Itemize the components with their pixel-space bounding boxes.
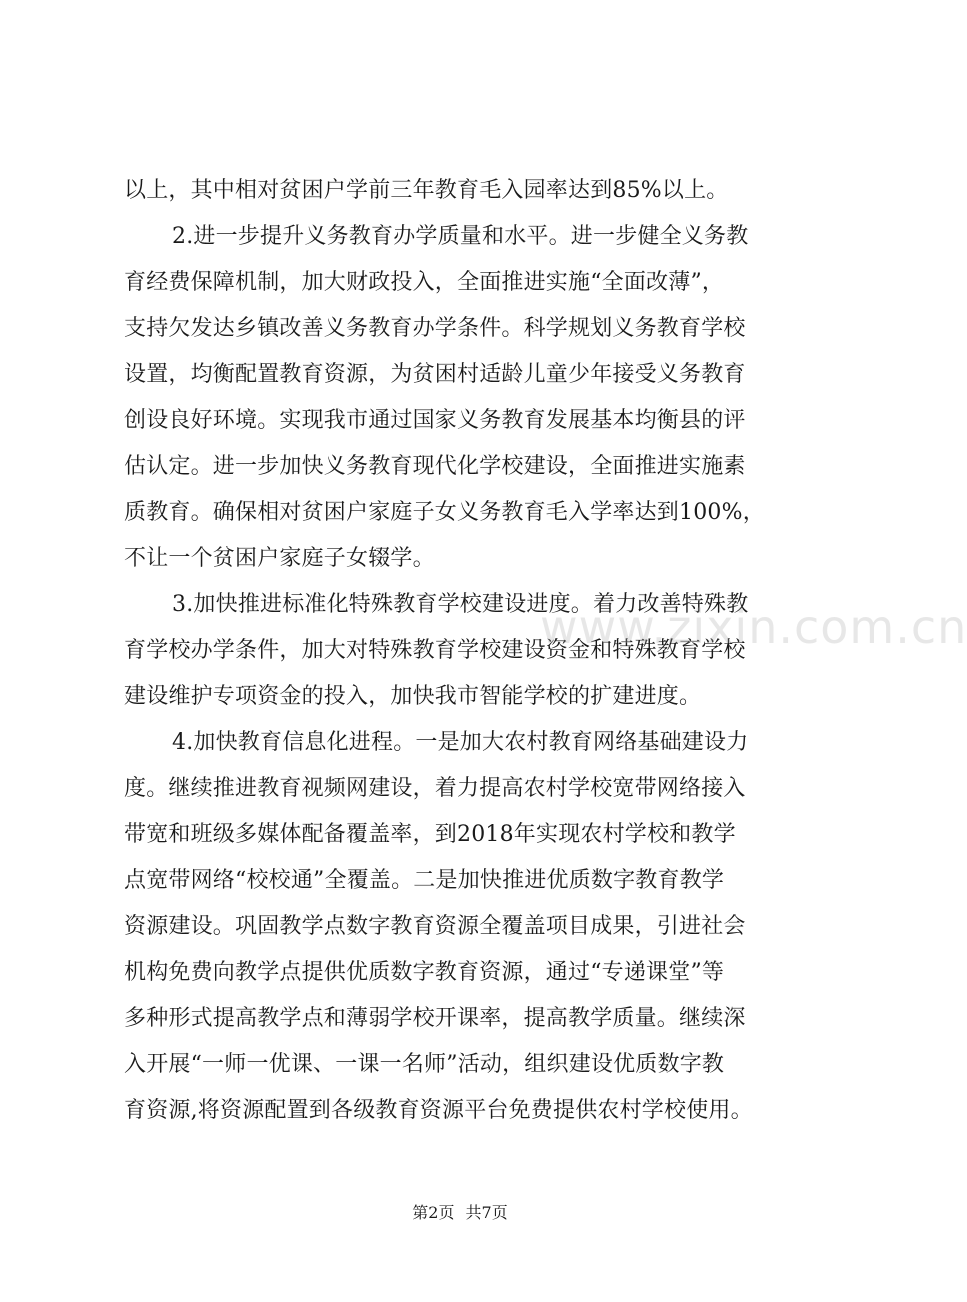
paragraph-4-start: 4.加快教育信息化进程。一是加大农村教育网络基础建设力 bbox=[172, 730, 749, 755]
watermark: www.zixin.com.cn bbox=[540, 600, 967, 654]
text-line: 支持欠发达乡镇改善义务教育办学条件。科学规划义务教育学校 bbox=[124, 316, 746, 341]
page-footer bbox=[0, 1200, 920, 1223]
page-number: 第2页 bbox=[412, 1203, 455, 1222]
text-line: 质教育。确保相对贫困户家庭子女义务教育毛入学率达到100%， bbox=[124, 500, 765, 525]
text-line: 不让一个贫困户家庭子女辍学。 bbox=[124, 546, 435, 571]
text-line: 多种形式提高教学点和薄弱学校开课率，提高教学质量。继续深 bbox=[124, 1006, 746, 1031]
text-line: 创设良好环境。实现我市通过国家义务教育发展基本均衡县的评 bbox=[124, 408, 746, 433]
text-line: 资源建设。巩固教学点数字教育资源全覆盖项目成果，引进社会 bbox=[124, 914, 746, 939]
text-line: 入开展“一师一优课、一课一名师”活动，组织建设优质数字教 bbox=[124, 1052, 725, 1077]
text-line: 育经费保障机制，加大财政投入，全面推进实施“全面改薄”， bbox=[124, 270, 725, 295]
text-line: 估认定。进一步加快义务教育现代化学校建设，全面推进实施素 bbox=[124, 454, 746, 479]
paragraph-2-start: 2.进一步提升义务教育办学质量和水平。进一步健全义务教 bbox=[172, 224, 749, 249]
text-line: 设置，均衡配置教育资源，为贫困村适龄儿童少年接受义务教育 bbox=[124, 362, 746, 387]
text-line: 育学校办学条件，加大对特殊教育学校建设资金和特殊教育学校 bbox=[124, 638, 746, 663]
text-line: 建设维护专项资金的投入，加快我市智能学校的扩建进度。 bbox=[124, 684, 702, 709]
text-line: 以上，其中相对贫困户学前三年教育毛入园率达到85%以上。 bbox=[124, 178, 729, 203]
text-line: 点宽带网络“校校通”全覆盖。二是加快推进优质数字教育教学 bbox=[124, 868, 725, 893]
paragraph-3-start: 3.加快推进标准化特殊教育学校建设进度。着力改善特殊教 bbox=[172, 592, 749, 617]
text-line: 育资源,将资源配置到各级教育资源平台免费提供农村学校使用。 bbox=[124, 1098, 753, 1123]
text-line: 机构免费向教学点提供优质数字教育资源，通过“专递课堂”等 bbox=[124, 960, 725, 985]
text-line: 度。继续推进教育视频网建设，着力提高农村学校宽带网络接入 bbox=[124, 776, 746, 801]
page-total: 共7页 bbox=[465, 1203, 508, 1222]
text-line: 带宽和班级多媒体配备覆盖率，到2018年实现农村学校和教学 bbox=[124, 822, 736, 847]
